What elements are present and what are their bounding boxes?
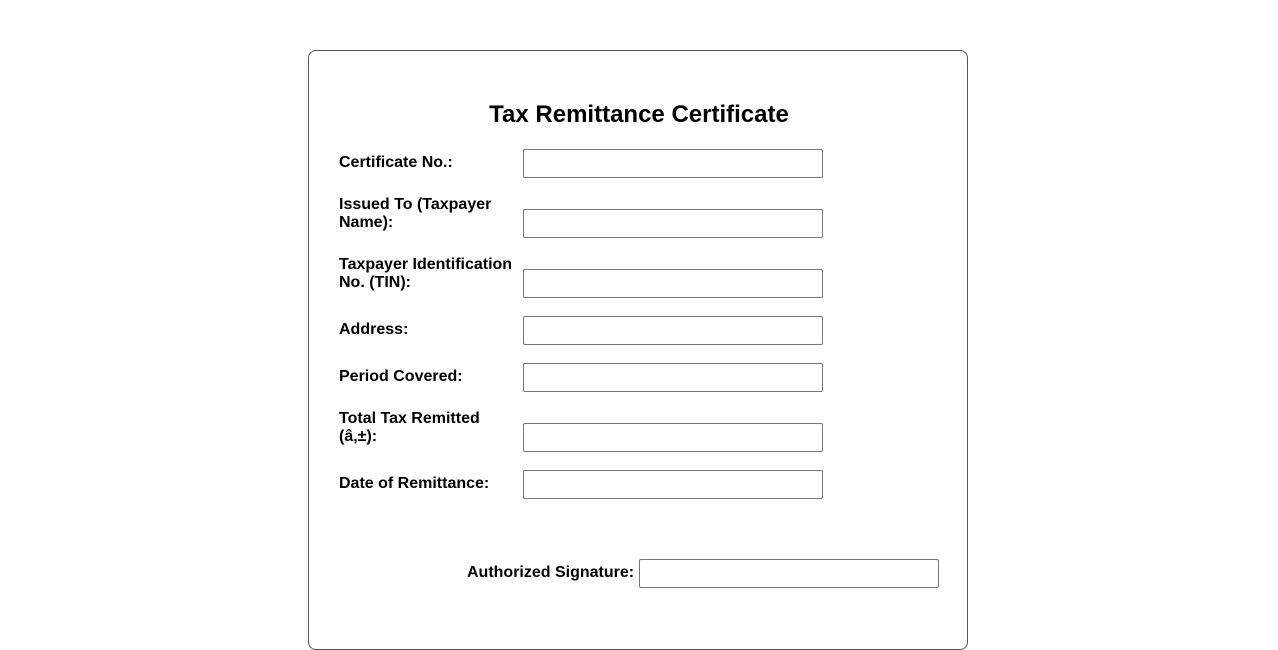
certificate-no-input[interactable] [523, 149, 823, 178]
address-input[interactable] [523, 316, 823, 345]
authorized-signature-label: Authorized Signature: [467, 564, 635, 581]
authorized-signature-input[interactable] [639, 559, 939, 588]
form-title: Tax Remittance Certificate [489, 101, 789, 128]
tin-label: Taxpayer Identification No. (TIN): [339, 256, 513, 291]
tin-input[interactable] [523, 269, 823, 298]
period-covered-input[interactable] [523, 363, 823, 392]
date-of-remittance-label: Date of Remittance: [339, 475, 490, 492]
certificate-form [308, 50, 968, 650]
date-of-remittance-input[interactable] [523, 470, 823, 499]
address-label: Address: [339, 321, 409, 338]
total-tax-remitted-label: Total Tax Remitted (â‚±): [339, 410, 480, 445]
certificate-no-label: Certificate No.: [339, 154, 453, 171]
issued-to-input[interactable] [523, 209, 823, 238]
total-tax-remitted-input[interactable] [523, 423, 823, 452]
period-covered-label: Period Covered: [339, 368, 463, 385]
issued-to-label: Issued To (Taxpayer Name): [339, 196, 492, 231]
